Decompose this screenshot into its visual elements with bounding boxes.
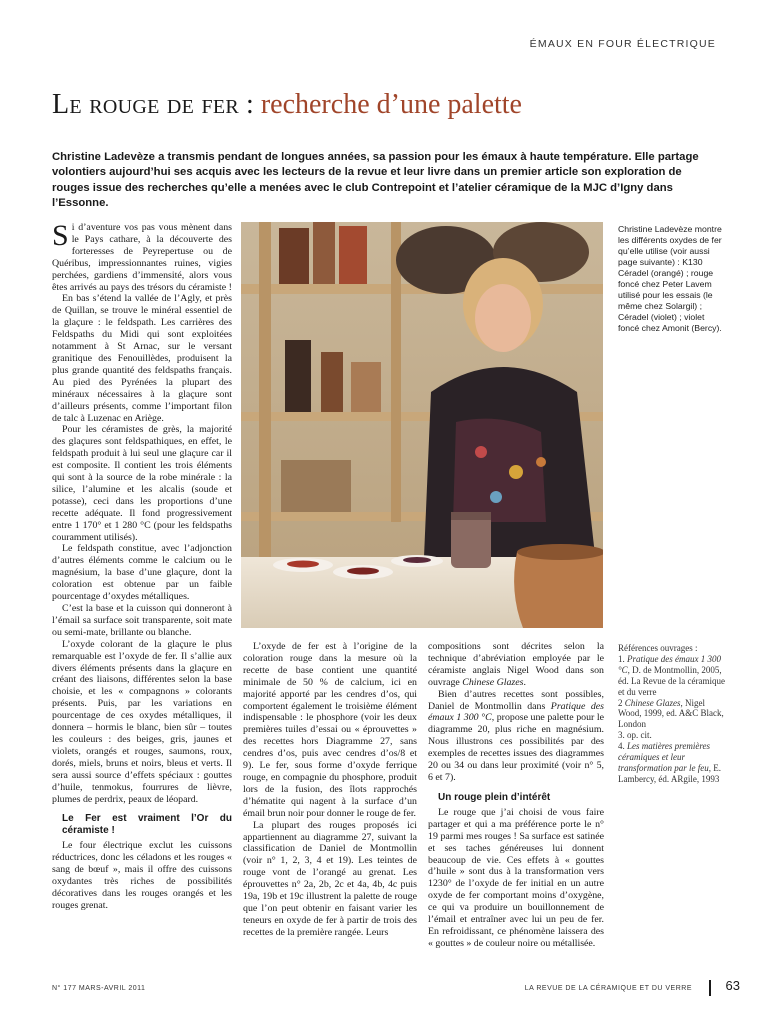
- paragraph: C’est la base et la cuisson qui donneront à l’émail sa surface soit transparente, soit mate ou semi-mate, brillante ou blanche.: [52, 603, 232, 638]
- reference-item: [618, 654, 728, 698]
- photo-illustration: [241, 222, 603, 628]
- paragraph: L’oxyde colorant de la glaçure le plus remarquable est l’oxyde de fer. Il s’allie aux divers éléments présents dans la glaçure en créant des liaisons, différentes selon la base choisie, et les « compagnons » colorants présents. Puis, par les variations en pourcentage de ces oxydes métalliques, il donnera – hormis le blanc, bien sûr – toutes les couleurs : des beiges, gris, jaunes et violets, orangés et rouges, saumons, roux, dorés, miels, bruns et noirs, bleus et verts. Il sera aussi source d’effets spéciaux : gouttes d’huile, tenmokus, fourrures de lièvre, plumes de perdrix, peaux de léopard.: [52, 638, 232, 805]
- paragraph: [428, 689, 604, 784]
- ref-num: 2: [618, 697, 625, 708]
- footer-magazine: LA REVUE DE LA CÉRAMIQUE ET DU VERRE: [524, 985, 692, 992]
- ref-num: 1.: [618, 653, 627, 664]
- article-photo: [241, 222, 603, 628]
- paragraph: Le feldspath constitue, avec l’adjonction d’autres éléments comme le calcium ou le magnésium, la base d’une glaçure, dont la coloration est obtenue par un faible pourcentage d’oxydes métalliques.: [52, 543, 232, 603]
- title-part-2: recherche d’une palette: [260, 89, 522, 120]
- paragraph: La plupart des rouges proposés ici appartiennent au diagramme 27, suivant la classification de Daniel de Montmollin (voir n° 1, 2, 3, 4 et 19). Les teintes de rouge vont de l’orangé au grenat. Les éprouvettes n° 2a, 2b, 2c et 4a, 4b, 4c puis 19a, 19b et 19c illustrent la palette de rouge que l’on peut obtenir en faisant varier les teneurs en oxyde de fer à partir de trois des recettes de la première rangée. Leurs: [243, 819, 417, 938]
- text-column-1: [52, 219, 232, 912]
- book-title: Pratique des émaux 1 300 °C: [428, 700, 604, 724]
- photo-caption: Christine Ladevèze montre les différents oxydes de fer qu’elle utilise (voir aussi page suivante) : K130 Céradel (orangé) ; rouge foncé chez Peter Lavem utilisé pour les essais (le même chez Solargil) ; Céradel (violet) ; violet foncé chez Amonit (Bercy).: [618, 224, 722, 333]
- ref-detail: , D. de Montmollin, 2005, éd. La Revue de la céramique et du verre: [618, 664, 725, 697]
- paragraph: Pour les céramistes de grès, la majorité des glaçures sont feldspathiques, en effet, le feldspath produit à lui seul une glaçure car il est composite. Il contient les trois éléments qui sont à la source de la robe minérale : la silice, l’alumine et les alcalis (soude et potasse), ceci dans les proportions d’une recette adéquate. Il fond progressivement entre 1 170° et 1 280 °C (pour les feldspaths couramment utilisés).: [52, 424, 232, 543]
- paragraph-text: .: [523, 676, 526, 688]
- references-heading: Références ouvrages :: [618, 643, 698, 653]
- paragraph: [428, 641, 604, 689]
- references-sidebar: [618, 643, 728, 785]
- title-part-1: Le rouge de fer: [52, 89, 240, 120]
- footer-issue: N° 177 MARS-AVRIL 2011: [52, 985, 146, 992]
- article-lead: Christine Ladevèze a transmis pendant de longues années, sa passion pour les émaux à haute température. Elle partage volontiers aujourd’hui ses acquis avec les lecteurs de la revue et leur livre dans un premier article son exploration de rouges issue des recherches qu’elle a menées avec le club Contrepoint et l’atelier céramique de la MJC d’Igny dans l’Essonne.: [52, 151, 699, 210]
- ref-title: Les matières premières céramiques et leur transformation par le feu: [618, 741, 710, 773]
- drop-cap: S: [52, 219, 69, 252]
- text-column-2: [243, 641, 417, 939]
- paragraph: [52, 219, 232, 293]
- paragraph-text: Bien d’autres recettes sont possibles, Daniel de Montmollin dans: [428, 688, 604, 712]
- paragraph: Le rouge que j’ai choisi de vous faire partager et qui a ma préférence porte le n° 19 parmi mes rouges ! Sa surface est satinée et ses taches généreuses lui donnent beaucoup de vie. Ces effets à « gouttes d’huile » sont dus à la transformation vers 1230° de l’oxyde de fer initial en un autre oxyde de fer comportant moins d’oxygène, ce qui va produire un bouillonnement de l’émail et entraîner avec lui un peu de fer. En refroidissant, ce phénomène laissera des « gouttes » de couleur noire ou métallisée.: [428, 806, 604, 949]
- ref-detail: , E. Lambercy, éd. ARgile, 1993: [618, 762, 722, 784]
- paragraph: En bas s’étend la vallée de l’Agly, et près de Quillan, se trouve le minéral essentiel de la glaçure : le feldspath. Les carrières des Feldspaths du Midi qui sont exploitées notamment à St Arnac, sur le versant granitique des Fenouillèdes, produisent la plus grande quantité des feldspaths français. Au pied des Pyrénées la plupart des minéraux nécessaires à la glaçure sont d’ailleurs présents, comme l’important filon de talc à Luzenac en Ariège.: [52, 293, 232, 424]
- reference-item: [618, 698, 728, 731]
- reference-item: 3. op. cit.: [618, 730, 652, 741]
- footer-divider: [709, 980, 711, 996]
- text-column-3: [428, 641, 604, 950]
- paragraph: Le four électrique exclut les cuissons réductrices, donc les céladons et les rouges « sang de bœuf », mais il offre des cuissons oxydantes très riches de possibilités décoratives dans les rouges orangés et les rouges grenat.: [52, 840, 232, 911]
- book-title: Chinese Glazes: [462, 676, 524, 688]
- ref-title: Pratique des émaux 1 300 °C: [618, 653, 721, 675]
- paragraph-text: compositions sont décrites selon la technique d’abréviation employée par le céramiste anglais Nigel Wood dans son ouvrage: [428, 641, 604, 688]
- article-title: [52, 88, 522, 122]
- ref-title: Chinese Glazes: [624, 697, 681, 708]
- subheading: Le Fer est vraiment l’Or du céramiste !: [62, 813, 232, 837]
- paragraph-text: i d’aventure vos pas vous mènent dans le Pays cathare, à la découverte des forteresses de Peyrepertuse ou de Quéribus, impressionnantes ruines, vigies perchées, gardiens d’immensité, alors vous êtes arrivés au pays des trésors du céramiste !: [52, 222, 232, 293]
- subheading: Un rouge plein d’intérêt: [438, 791, 551, 803]
- paragraph-text: , propose une palette pour le diagramme 20, plus riche en magnésium. Nous illustrons ces possibilités par des exemples de recettes issues des diagrammes 20 ou 34 ou dans leur proximité (voir n° 5, 6 et 7).: [428, 712, 604, 783]
- paragraph: L’oxyde de fer est à l’origine de la coloration rouge dans la mesure où la recette de base contient une quantité minimale de 50 % de calcium, ici en majorité apporté par les cendres d’os, qui comportent également le troisième élément indispensable : le phosphore (voir les deux premières tuiles d’essai ou « éprouvettes » des recettes hors Diagramme 27, sans cendres d’os, puis avec cendres d’os/8 et 9). Le fer, sous forme d’oxyde ferrique rouge, en compagnie du phosphore, produit lors de la fusion, des îlots rapprochés d’hématite qui nagent à la surface d’un émail brun noir pour donner le rouge de fer.: [243, 641, 417, 819]
- ref-detail: , Nigel Wood, 1999, ed. A&C Black, London: [618, 697, 724, 730]
- reference-item: [618, 741, 728, 785]
- page-number: 63: [725, 978, 740, 993]
- ref-num: 4.: [618, 741, 627, 752]
- title-separator: :: [239, 89, 261, 120]
- section-rubric: ÉMAUX EN FOUR ÉLECTRIQUE: [529, 38, 716, 50]
